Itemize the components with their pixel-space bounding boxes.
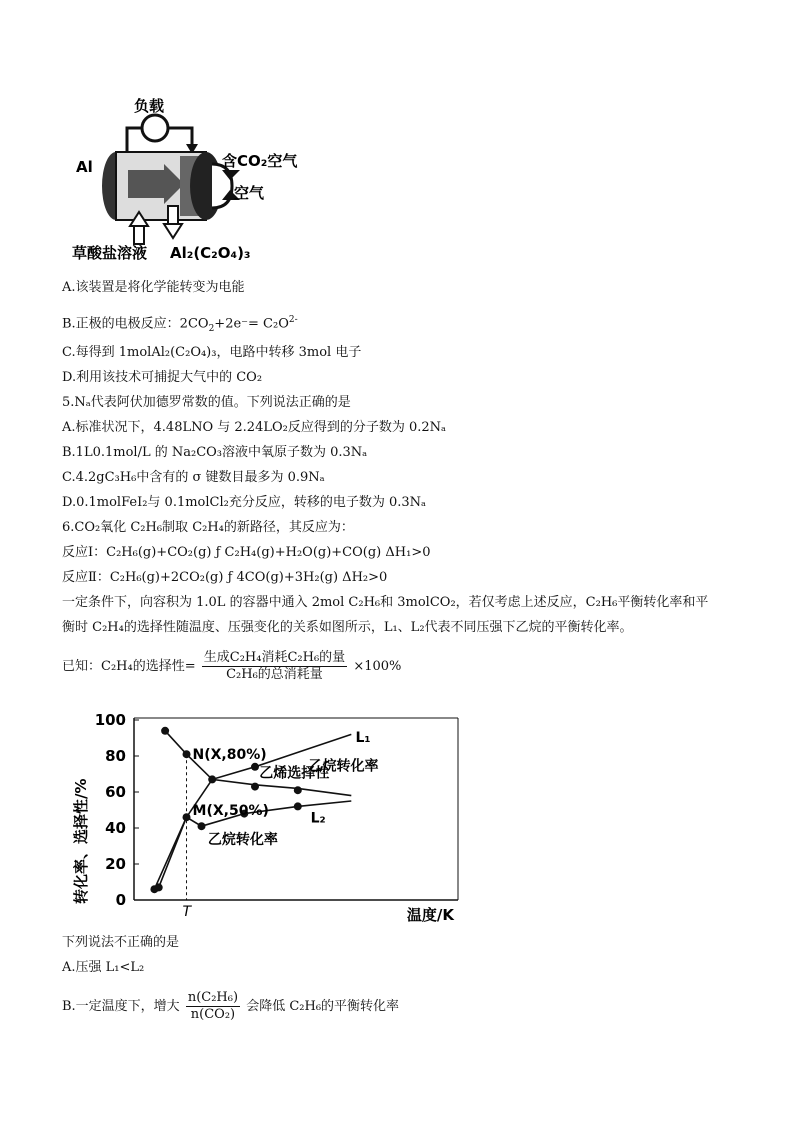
- q6-stem: 6.CO₂氧化 C₂H₆制取 C₂H₄的新路径，其反应为：: [62, 520, 354, 535]
- y-tick-label: 40: [105, 819, 126, 837]
- q5-option-b: B.1L0.1mol/L 的 Na₂CO₃溶液中氧原子数为 0.3Nₐ: [62, 445, 368, 460]
- gas-out-label: 空气: [234, 184, 265, 202]
- q4-option-c: C.每得到 1molAl₂(C₂O₄)₃，电路中转移 3mol 电子: [62, 345, 362, 360]
- y-tick-label: 20: [105, 855, 126, 873]
- q5-option-d: D.0.1molFeI₂与 0.1molCl₂充分反应，转移的电子数为 0.3Nₐ: [62, 495, 427, 510]
- point-m-label: M(X,50%): [192, 803, 269, 819]
- q6-reaction-2: 反应Ⅱ：C₂H₆(g)+2CO₂(g) ƒ 4CO(g)+3H₂(g) ΔH₂>0: [62, 570, 388, 585]
- y-tick-label: 60: [105, 783, 126, 801]
- q5-stem: 5.Nₐ代表阿伏加德罗常数的值。下列说法正确的是: [62, 395, 351, 410]
- series-l2-label: L₂: [310, 810, 326, 827]
- q5-option-c: C.4.2gC₃H₆中含有的 σ 键数目最多为 0.9Nₐ: [62, 470, 325, 485]
- conversion-upper-label: 乙烷转化率: [308, 758, 379, 775]
- data-point: [150, 885, 158, 893]
- q6-option-a: A.压强 L₁<L₂: [62, 960, 145, 975]
- q5-option-a: A.标准状况下，4.48LNO 与 2.24LO₂反应得到的分子数为 0.2Nₐ: [62, 420, 447, 435]
- conversion-selectivity-chart: [62, 704, 462, 928]
- y-tick-label: 80: [105, 747, 126, 765]
- data-point: [183, 750, 191, 758]
- load-icon: [142, 115, 168, 141]
- selectivity-label: 乙烯选择性: [259, 765, 330, 782]
- y-tick-label: 0: [115, 891, 126, 909]
- gas-in-label: 含CO₂空气: [222, 152, 298, 170]
- q6-option-b: B.一定温度下，增大 $\frac{\text{n(C₂H₆)}}{\text{n(CO₂)}}$ 会降低 C₂H₆的平衡转化率: [62, 990, 400, 1022]
- data-point: [183, 813, 191, 821]
- battery-diagram: [72, 94, 312, 264]
- data-point: [251, 763, 259, 771]
- x-axis-label: 温度/K: [406, 906, 454, 924]
- product-label: Al₂(C₂O₄)₃: [170, 244, 251, 262]
- series-l1-label: L₁: [355, 730, 371, 746]
- q4-option-b: B.正极的电极反应：$2CO_2+2e^-= C_2O^{2-}$: [62, 315, 298, 334]
- q4-option-a: A.该装置是将化学能转变为电能: [62, 280, 245, 295]
- y-axis-label: 转化率、选择性/%: [72, 778, 90, 904]
- data-point: [251, 783, 259, 791]
- q6-known-formula: 已知：C₂H₄的选择性= $\frac{\text{生成C₂H₄消耗C₂H₆的量}}{\text{C₂H₆的总消耗量}}$ ×100%: [62, 650, 402, 682]
- data-point: [161, 727, 169, 735]
- conversion-lower-label: 乙烷转化率: [207, 832, 278, 849]
- q6-reaction-1: 反应Ⅰ：C₂H₆(g)+CO₂(g) ƒ C₂H₄(g)+H₂O(g)+CO(g) ΔH₁>0: [62, 545, 431, 560]
- q6-paragraph-line1: 一定条件下，向容积为 1.0L 的容器中通入 2mol C₂H₆和 3molCO₂，若仅考虑上述反应，C₂H₆平衡转化率和平: [62, 595, 709, 610]
- data-point: [294, 786, 302, 794]
- q6-paragraph-line2: 衡时 C₂H₄的选择性随温度、压强变化的关系如图所示，L₁、L₂代表不同压强下乙烷的平衡转化率。: [62, 620, 633, 635]
- load-label: 负载: [134, 97, 165, 115]
- point-n-label: N(X,80%): [192, 747, 267, 764]
- anode-label: Al: [76, 158, 93, 176]
- temperature-marker-label: T: [182, 904, 192, 920]
- data-point: [198, 822, 206, 830]
- q4-option-d: D.利用该技术可捕捉大气中的 CO₂: [62, 370, 263, 385]
- data-point: [208, 775, 216, 783]
- y-tick-label: 100: [94, 711, 126, 729]
- data-point: [294, 802, 302, 810]
- q6-question: 下列说法不正确的是: [62, 935, 180, 950]
- electrolyte-label: 草酸盐溶液: [72, 244, 148, 262]
